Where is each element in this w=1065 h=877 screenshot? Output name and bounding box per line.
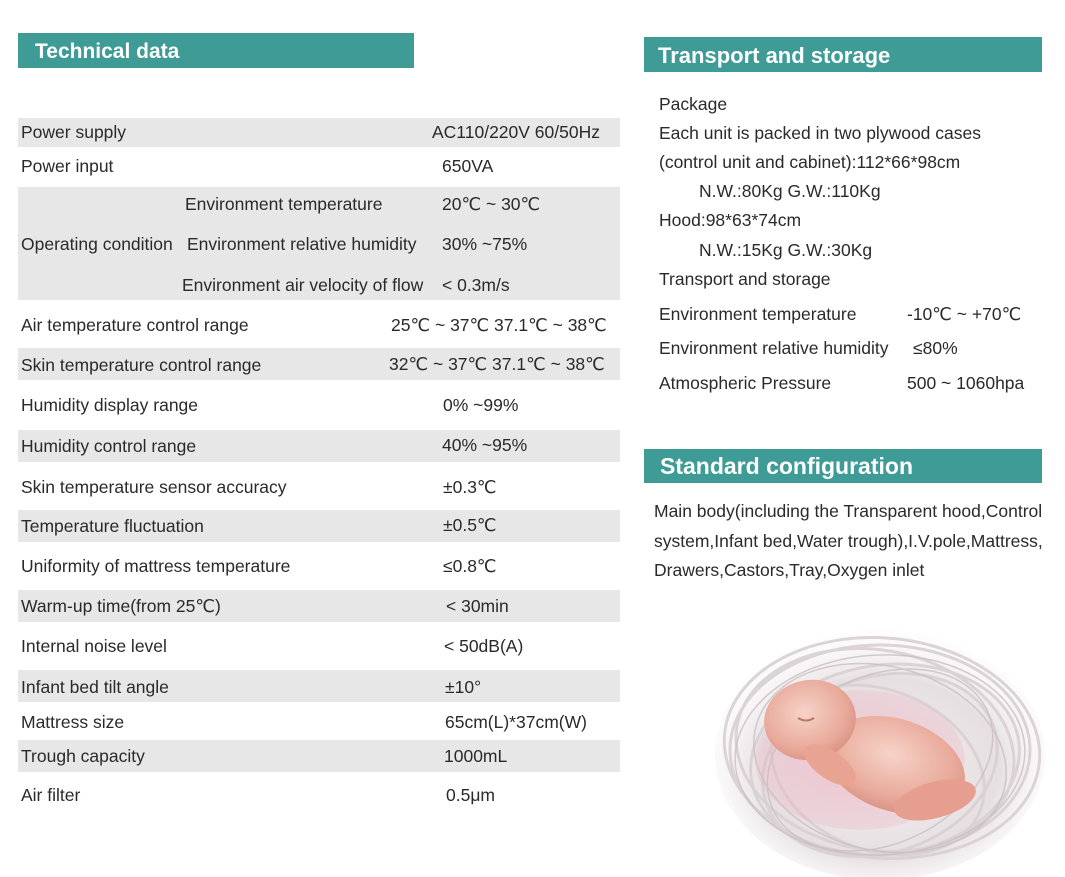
table-row-power-supply: [18, 118, 620, 147]
config-line-2: system,Infant bed,Water trough),I.V.pole,Mattress,: [654, 530, 1043, 551]
table-row-mattress: [18, 702, 620, 740]
table-row-air-filter: [18, 772, 620, 816]
table-row-trough: [18, 740, 620, 772]
table-row-humidity-display: [18, 380, 620, 430]
table-row-tilt: [18, 670, 620, 702]
sub-value-env-temp: 20℃ ~ 30℃: [442, 194, 541, 214]
sub-value-env-air: < 0.3m/s: [442, 275, 510, 295]
row-label: Temperature fluctuation: [21, 516, 204, 536]
row-label: Air temperature control range: [21, 315, 249, 335]
config-line-3: Drawers,Castors,Tray,Oxygen inlet: [654, 560, 925, 580]
table-row-warmup: [18, 590, 620, 622]
baby-in-nest-photo: [710, 600, 1050, 877]
row-label: Mattress size: [21, 712, 125, 732]
sub-value-env-humidity: 30% ~75%: [442, 234, 528, 254]
row-label: Uniformity of mattress temperature: [21, 556, 291, 576]
storage-env-temp-value: -10℃ ~ +70℃: [907, 304, 1022, 324]
storage-env-humidity-label: Environment relative humidity: [659, 338, 889, 358]
storage-pressure-label: Atmospheric Pressure: [659, 373, 832, 393]
row-label: Air filter: [21, 785, 81, 805]
table-row-power-input: [18, 147, 620, 187]
row-value: ±0.3℃: [443, 477, 497, 497]
row-label: Skin temperature sensor accuracy: [21, 477, 287, 497]
row-value: 65cm(L)*37cm(W): [445, 712, 587, 732]
hood-dimensions: Hood:98*63*74cm: [659, 210, 802, 230]
row-label: Warm-up time(from 25℃): [21, 596, 221, 616]
table-row-air-temp: [18, 300, 620, 348]
row-label: Operating condition: [21, 234, 173, 254]
row-value: ±10°: [445, 677, 482, 697]
technical-data-heading: Technical data: [18, 33, 414, 68]
standard-configuration-heading: Standard configuration: [644, 449, 1042, 483]
config-line-1: Main body(including the Transparent hood,Control: [654, 501, 1043, 521]
row-label: Power input: [21, 156, 114, 176]
row-value: 0% ~99%: [443, 395, 519, 415]
package-weights: N.W.:80Kg G.W.:110Kg: [699, 181, 881, 201]
table-row-uniformity: [18, 542, 620, 590]
table-row-noise: [18, 622, 620, 670]
standard-configuration-text: [654, 497, 1064, 586]
storage-heading: Transport and storage: [659, 269, 831, 289]
row-label: Internal noise level: [21, 636, 167, 656]
table-row-humidity-control: [18, 430, 620, 462]
row-label: Skin temperature control range: [21, 355, 262, 375]
row-value: < 50dB(A): [444, 636, 524, 656]
table-row-operating-condition: [18, 187, 620, 300]
row-value: ±0.5℃: [443, 515, 497, 535]
package-heading: Package: [659, 94, 728, 114]
row-label: Trough capacity: [21, 746, 145, 766]
row-value: < 30min: [446, 596, 509, 616]
row-label: Infant bed tilt angle: [21, 677, 169, 697]
storage-env-humidity-value: ≤80%: [913, 338, 958, 358]
package-line-1: Each unit is packed in two plywood cases: [659, 123, 981, 143]
row-label: Humidity display range: [21, 395, 199, 415]
table-row-skin-sensor: [18, 462, 620, 510]
row-label: Humidity control range: [21, 436, 197, 456]
row-value: ≤0.8℃: [443, 556, 497, 576]
storage-env-temp-label: Environment temperature: [659, 304, 857, 324]
row-value: 1000mL: [444, 746, 508, 766]
storage-pressure-value: 500 ~ 1060hpa: [907, 373, 1025, 393]
sub-label-env-air: Environment air velocity of flow: [182, 275, 424, 295]
row-value: 32℃ ~ 37℃ 37.1℃ ~ 38℃: [389, 354, 605, 374]
table-row-skin-temp: [18, 348, 620, 380]
sub-label-env-temp: Environment temperature: [185, 194, 383, 214]
sub-label-env-humidity: Environment relative humidity: [187, 234, 417, 254]
row-value: 40% ~95%: [442, 435, 528, 455]
row-value: 650VA: [442, 156, 494, 176]
hood-weights: N.W.:15Kg G.W.:30Kg: [699, 240, 873, 260]
row-value: AC110/220V 60/50Hz: [432, 122, 600, 142]
row-value: 25℃ ~ 37℃ 37.1℃ ~ 38℃: [391, 315, 607, 335]
package-line-2: (control unit and cabinet):112*66*98cm: [659, 152, 961, 172]
row-label: Power supply: [21, 122, 127, 142]
transport-storage-heading: Transport and storage: [644, 37, 1042, 72]
table-row-temp-fluctuation: [18, 510, 620, 542]
row-value: 0.5μm: [446, 785, 495, 805]
